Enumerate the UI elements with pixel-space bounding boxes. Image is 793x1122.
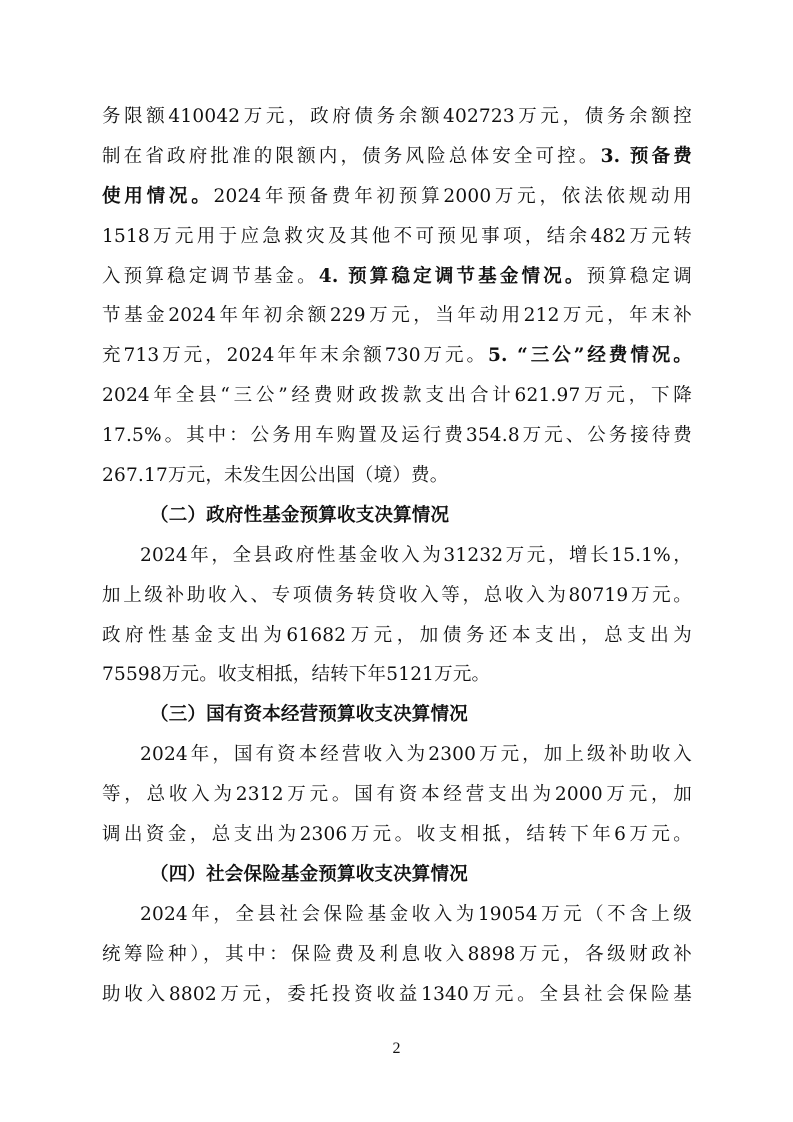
subheading-run: 4. 预算稳定调节基金情况。 [318,265,587,287]
paragraph-line: 1518万元用于应急救灾及其他不可预见事项，结余482万元转 [102,225,692,247]
text-run: 充713万元，2024年年末余额730万元。 [102,345,488,367]
text-run: 2024年预备费年初预算2000万元，依法依规动用 [213,185,692,207]
text-run: 制在省政府批准的限额内，债务风险总体安全可控。 [102,145,601,167]
page-number: 2 [392,1040,401,1057]
paragraph-line: 2024年，全县社会保险基金收入为19054万元（不含上级 [140,903,692,925]
paragraph-line: 加上级补助收入、专项债务转贷收入等，总收入为80719万元。 [102,584,692,606]
paragraph-line: 17.5%。其中：公务用车购置及运行费354.8万元、公务接待费 [102,425,692,447]
subheading-run: 3. 预备费 [600,145,692,167]
section-heading: （四）社会保险基金预算收支决算情况 [150,863,468,885]
paragraph-line [102,257,692,297]
paragraph-line: 节基金2024年年初余额229万元，当年动用212万元，年末补 [102,305,692,327]
text-run: 预算稳定调 [586,265,692,287]
section-heading: （三）国有资本经营预算收支决算情况 [150,704,468,726]
paragraph-line: 267.17万元，未发生因公出国（境）费。 [102,465,449,487]
paragraph-line: 务限额410042万元，政府债务余额402723万元，债务余额控 [102,106,692,127]
subheading-run: 使用情况。 [102,185,214,207]
body-text [102,97,692,1014]
paragraph-line: 2024年全县“三公”经费财政拨款支出合计621.97万元，下降 [102,385,692,407]
paragraph-line: 政府性基金支出为61682万元，加债务还本支出，总支出为 [102,624,692,646]
text-run: 入预算稳定调节基金。 [102,265,319,287]
section-heading: （二）政府性基金预算收支决算情况 [150,504,450,526]
paragraph-line: 调出资金，总支出为2306万元。收支相抵，结转下年6万元。 [102,824,692,846]
paragraph-line [102,177,692,217]
subheading-run: 5. “三公”经费情况。 [487,345,692,367]
paragraph-line: 统筹险种），其中：保险费及利息收入8898万元，各级财政补 [102,943,692,965]
paragraph-line: 等，总收入为2312万元。国有资本经营支出为2000万元，加 [102,784,692,806]
paragraph-line: 75598万元。收支相抵，结转下年5121万元。 [102,664,491,686]
paragraph-line: 2024年，全县政府性基金收入为31232万元，增长15.1%， [140,544,692,566]
paragraph-line: 2024年，国有资本经营收入为2300万元，加上级补助收入 [140,744,692,766]
paragraph-line [102,137,692,177]
paragraph-line: 助收入8802万元，委托投资收益1340万元。全县社会保险基 [102,983,692,1005]
paragraph-line [102,336,692,376]
